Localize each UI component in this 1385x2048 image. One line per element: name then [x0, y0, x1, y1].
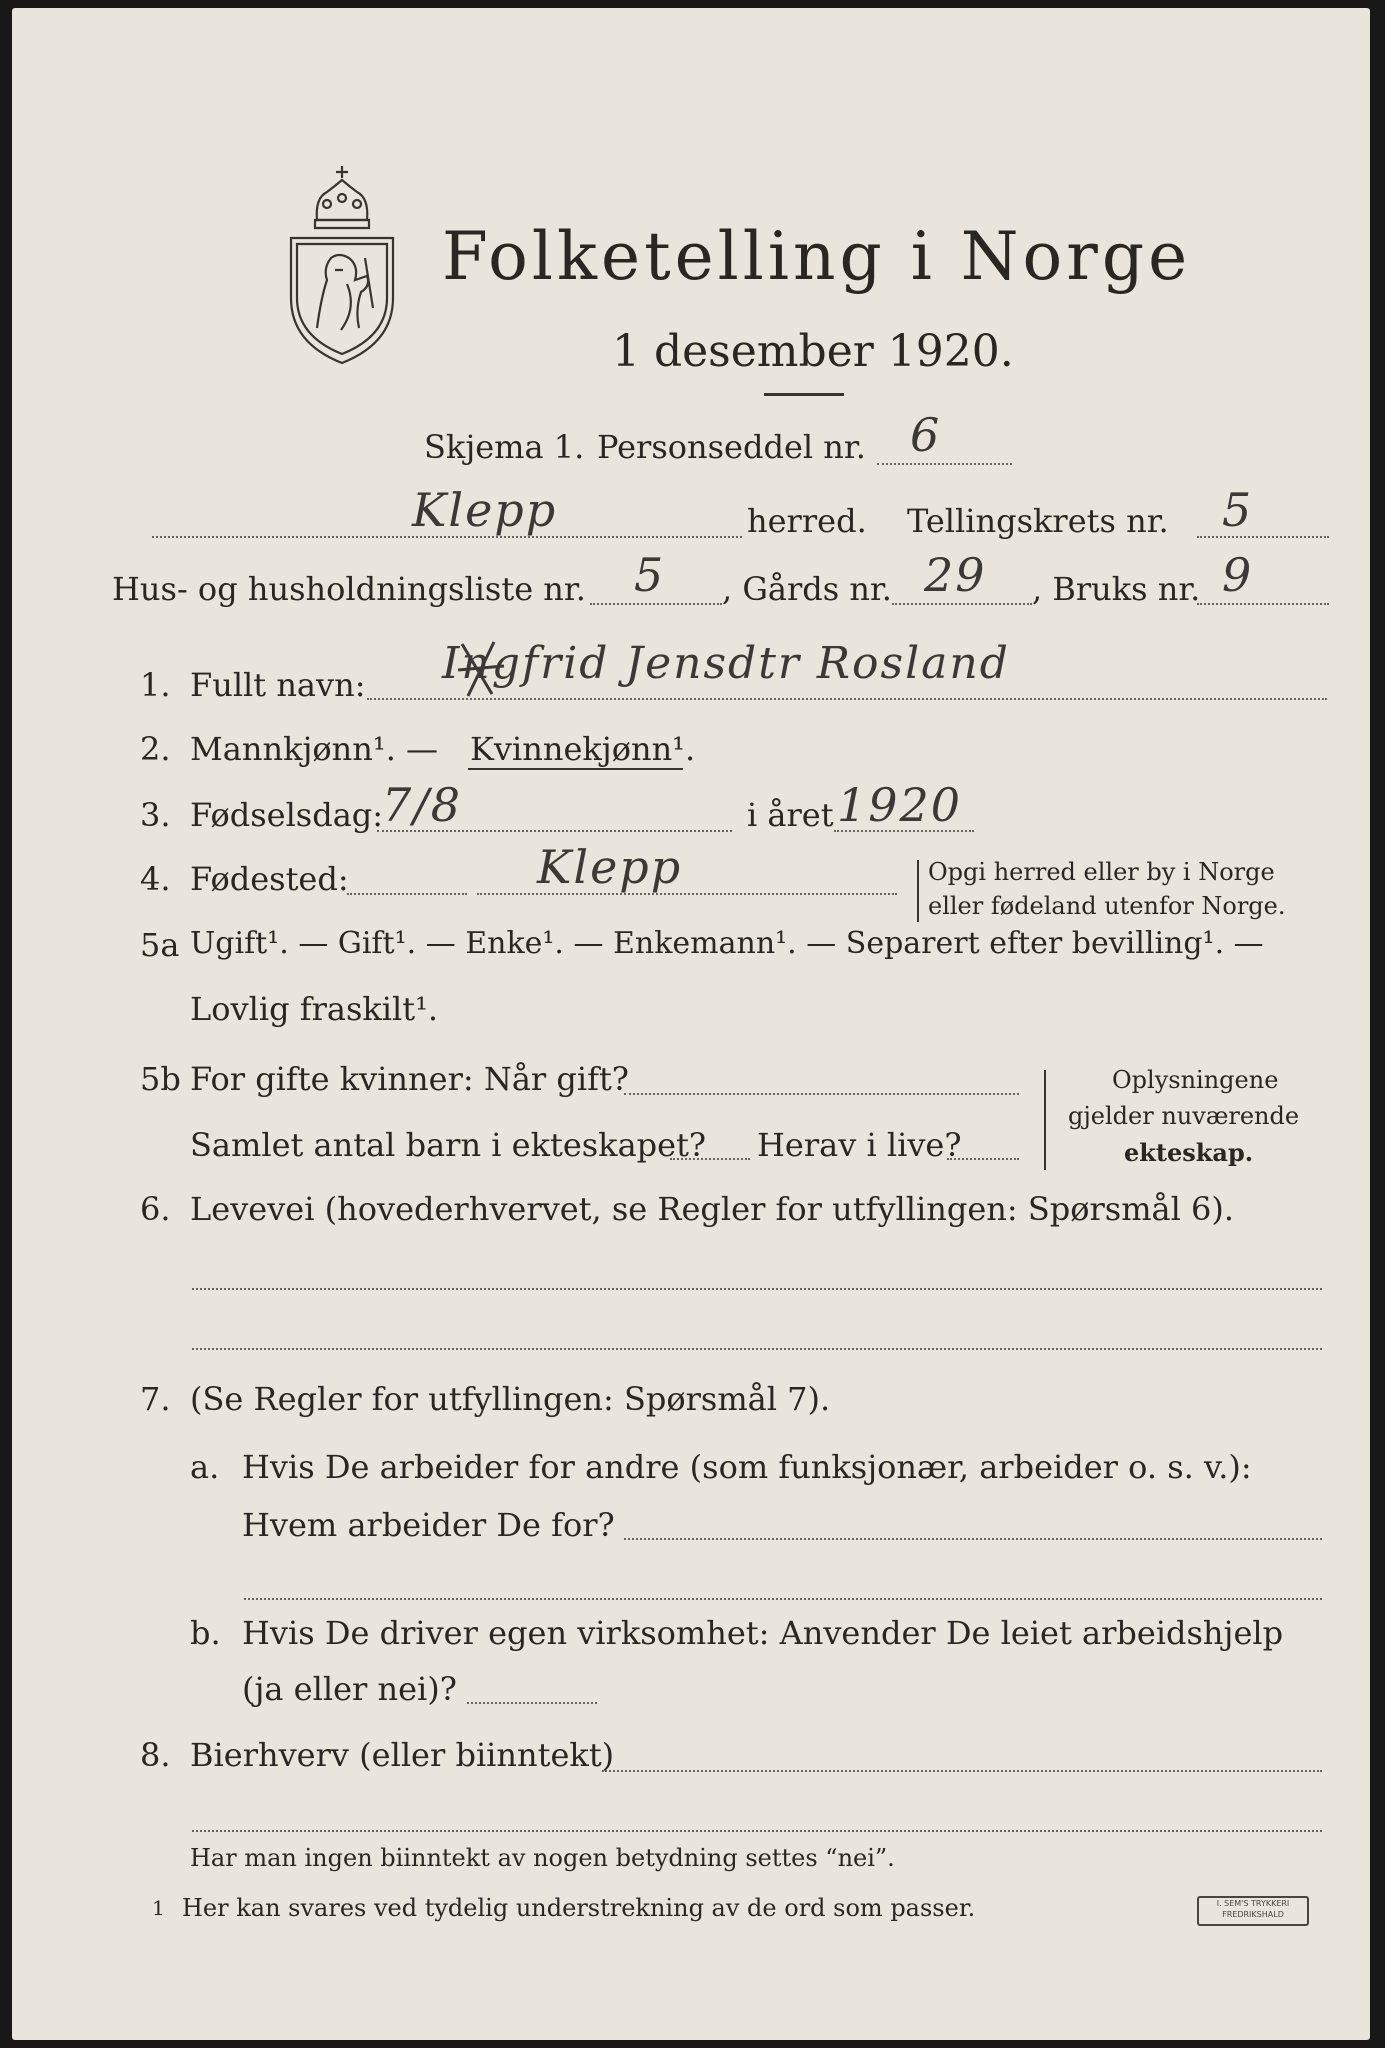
- q7b-answer-line: [467, 1702, 597, 1704]
- footnote-text: Her kan svares ved tydelig understrekning av de ord som passer.: [182, 1894, 976, 1922]
- tellingskrets-label: Tellingskrets nr.: [907, 502, 1169, 540]
- q7-number: 7.: [140, 1380, 171, 1418]
- q2-mannkjonn: Mannkjønn¹. —: [190, 730, 439, 768]
- q1-number: 1.: [140, 666, 171, 704]
- q7a-answer-line-2: [244, 1598, 1322, 1600]
- herred-label: herred.: [747, 502, 867, 540]
- q7a-letter: a.: [190, 1448, 220, 1486]
- q6-number: 6.: [140, 1190, 171, 1228]
- q7a-line2: Hvem arbeider De for?: [242, 1506, 615, 1544]
- q7a-line1: Hvis De arbeider for andre (som funksjonær, arbeider o. s. v.):: [242, 1448, 1252, 1486]
- q7b-line2: (ja eller nei)?: [242, 1670, 457, 1708]
- q5b-note-line1: Oplysningene: [1112, 1066, 1279, 1094]
- herred-value[interactable]: Klepp: [412, 483, 558, 537]
- q5b-number: 5b: [140, 1060, 181, 1098]
- q2-number: 2.: [140, 730, 171, 768]
- q6-line-2: [192, 1348, 1322, 1350]
- q7a-answer-line-1: [624, 1538, 1322, 1540]
- q4-birthplace-value[interactable]: Klepp: [537, 840, 683, 894]
- q4-number: 4.: [140, 860, 171, 898]
- form-title: Folketelling i Norge: [442, 218, 1192, 295]
- q5a-line2: Lovlig fraskilt¹.: [190, 990, 439, 1028]
- q3-label: Fødselsdag:: [190, 796, 384, 834]
- husliste-label: Hus- og husholdningsliste nr.: [112, 570, 586, 608]
- q8-text: Bierhverv (eller biinntekt): [190, 1736, 615, 1774]
- q6-line-1: [192, 1288, 1322, 1290]
- q1-fullname-value[interactable]: Ingfrid Jensdtr Rosland: [442, 638, 1010, 689]
- q3-day-value[interactable]: 7/8: [382, 778, 463, 832]
- q7b-letter: b.: [190, 1614, 221, 1652]
- q7-text: (Se Regler for utfyllingen: Spørsmål 7).: [190, 1380, 831, 1418]
- personseddel-line: [877, 463, 1012, 465]
- gards-line: [892, 603, 1032, 605]
- q4-note-line1: Opgi herred eller by i Norge: [928, 858, 1275, 886]
- bruks-line: [1197, 603, 1329, 605]
- q5b-alive-line: [947, 1158, 1019, 1160]
- skjema-label: Skjema 1.: [424, 428, 585, 466]
- q8-answer-line-2: [192, 1830, 1322, 1832]
- q8-note: Har man ingen biinntekt av nogen betydning settes “nei”.: [190, 1844, 895, 1872]
- q5b-alive-label: Herav i live?: [757, 1126, 962, 1164]
- bruks-label: , Bruks nr.: [1032, 570, 1201, 608]
- q3-number: 3.: [140, 796, 171, 834]
- q5a-line1: Ugift¹. — Gift¹. — Enke¹. — Enkemann¹. — Separert efter bevilling¹. —: [190, 926, 1264, 961]
- bruks-value[interactable]: 9: [1222, 548, 1254, 602]
- tellingskrets-line: [1197, 536, 1329, 538]
- q5b-brace: [1044, 1070, 1046, 1170]
- personseddel-value[interactable]: 6: [910, 408, 942, 462]
- footnote-marker: 1: [152, 1896, 165, 1920]
- q3-year-value[interactable]: 1920: [837, 778, 963, 832]
- gards-label: , Gårds nr.: [722, 570, 892, 608]
- q5b-children-line: [670, 1158, 750, 1160]
- printer-mark-line1: I. SEM'S TRYKKERI: [1216, 1899, 1290, 1908]
- q5b-note-line2: gjelder nuværende: [1068, 1102, 1300, 1130]
- husliste-line: [590, 603, 722, 605]
- personseddel-label: Personseddel nr.: [597, 428, 866, 466]
- q2-kvinnekjonn-underline: [468, 768, 683, 770]
- title-divider: [764, 393, 844, 396]
- q5b-when-line: [624, 1093, 1019, 1095]
- q5a-number: 5a: [140, 926, 180, 964]
- q4-brace: [917, 860, 919, 922]
- q1-label: Fullt navn:: [190, 666, 366, 704]
- q8-number: 8.: [140, 1736, 171, 1774]
- q6-text: Levevei (hovederhvervet, se Regler for utfyllingen: Spørsmål 6).: [190, 1190, 1235, 1228]
- q2-kvinnekjonn[interactable]: Kvinnekjønn¹.: [470, 730, 696, 768]
- tellingskrets-value[interactable]: 5: [1222, 483, 1254, 537]
- q3-year-label: i året: [747, 796, 834, 834]
- husliste-value[interactable]: 5: [634, 548, 666, 602]
- q5b-line1: For gifte kvinner: Når gift?: [190, 1060, 629, 1098]
- q4-line-a: [347, 893, 467, 895]
- q5b-note-line3: ekteskap.: [1124, 1138, 1254, 1167]
- q4-note-line2: eller fødeland utenfor Norge.: [928, 892, 1286, 920]
- q8-answer-line-1: [602, 1770, 1322, 1772]
- q7b-line1: Hvis De driver egen virksomhet: Anvender De leiet arbeidshjelp: [242, 1614, 1284, 1652]
- q5b-children-label: Samlet antal barn i ekteskapet?: [190, 1126, 707, 1164]
- norwegian-coat-of-arms-icon: [277, 158, 407, 368]
- printer-mark: [1197, 1896, 1309, 1926]
- form-subtitle: 1 desember 1920.: [612, 326, 1014, 377]
- crossed-out-mark-icon: [452, 636, 512, 702]
- q4-label: Fødested:: [190, 860, 349, 898]
- printer-mark-line2: FREDRIKSHALD: [1222, 1910, 1284, 1919]
- gards-value[interactable]: 29: [924, 548, 987, 602]
- census-form-sheet: [12, 8, 1370, 2040]
